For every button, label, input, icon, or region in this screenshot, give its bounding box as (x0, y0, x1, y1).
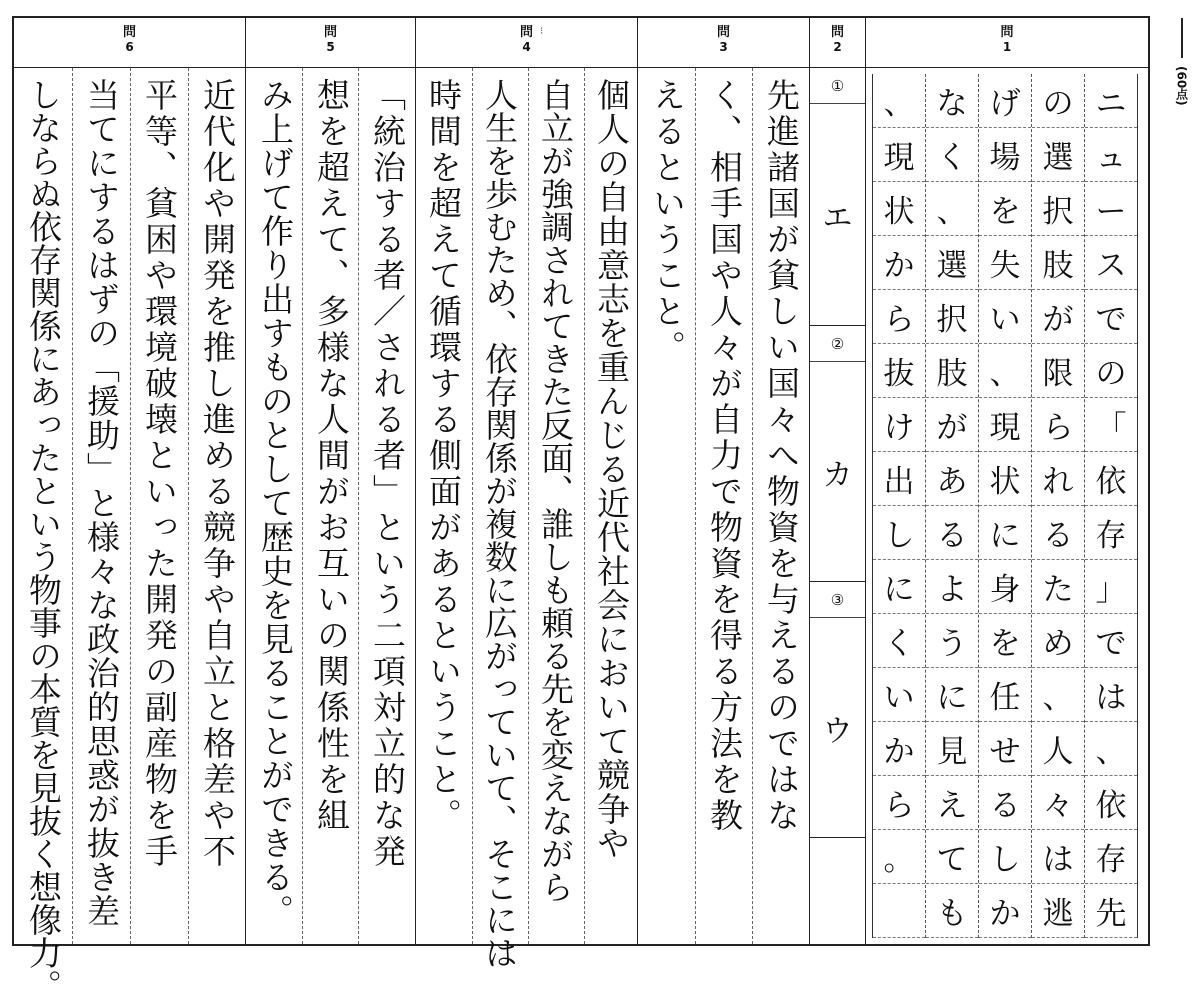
answer-sheet (12, 16, 1150, 1002)
ruled-line (528, 68, 529, 944)
ruled-line (472, 68, 473, 944)
answer-line-text: 当てにするはずの「援助」と様々な政治的思惑が抜き差 (82, 78, 121, 928)
grid-cell: め (1032, 614, 1084, 668)
grid-cell: 存 (1085, 830, 1137, 884)
grid-cell: 。 (873, 830, 925, 884)
question-4-answer (416, 68, 637, 969)
grid-cell: く (926, 128, 978, 182)
answer-line (759, 68, 803, 944)
grid-cell: は (1032, 830, 1084, 884)
grid-cell: 任 (979, 668, 1031, 722)
answer-line (21, 68, 65, 1002)
grid-cell: ス (1085, 236, 1137, 290)
header-mon: 問 (519, 25, 533, 40)
answer-line-text: しならぬ依存関係にあったという物事の本質を見抜く想像力。 (24, 78, 63, 1002)
grid-cell: 失 (979, 236, 1031, 290)
grid-cell: は (1085, 668, 1137, 722)
grid-cell: を (979, 614, 1031, 668)
answer-line (365, 68, 409, 944)
header-number: 6 (125, 40, 134, 54)
grid-cell: た (1032, 560, 1084, 614)
ruled-line (358, 68, 359, 944)
grid-cell: げ (979, 74, 1031, 128)
question-2-header (810, 18, 865, 68)
grid-cell: に (979, 506, 1031, 560)
question-4-section (416, 18, 638, 969)
grid-cell: ら (873, 776, 925, 830)
question-5-answer (246, 68, 415, 944)
answer-line (195, 68, 239, 944)
header-number: 3 (719, 40, 728, 54)
grid-cell: 見 (926, 722, 978, 776)
grid-cell: 、 (979, 344, 1031, 398)
grid-border (1137, 74, 1138, 938)
grid-cell: せ (979, 722, 1031, 776)
header-number: 1 (1002, 40, 1012, 54)
grid-cell: も (926, 884, 978, 938)
grid-cell: れ (1032, 452, 1084, 506)
grid-cell: 々 (1032, 776, 1084, 830)
grid-cell: 択 (926, 290, 978, 344)
answer-line-text: 時間を超えて循環する側面があるということ。 (424, 78, 463, 834)
answer-line (137, 68, 181, 944)
grid-column (925, 74, 978, 938)
header-mon: 問 (323, 25, 337, 40)
grid-cell: 場 (979, 128, 1031, 182)
grid-cell: に (873, 560, 925, 614)
ruled-line (130, 68, 131, 944)
grid-cell: 、 (1032, 668, 1084, 722)
answer-line (79, 68, 123, 944)
grid-cell: を (979, 182, 1031, 236)
grid-cell: 選 (926, 236, 978, 290)
grid-cell: 抜 (873, 344, 925, 398)
grid-cell: な (926, 74, 978, 128)
grid-cell: 現 (979, 398, 1031, 452)
header-mon: 問 (716, 25, 730, 40)
ruled-line (584, 68, 585, 944)
answer-line-text: 個人の自由意志を重んじる近代社会において競争や (592, 78, 631, 860)
grid-cell: ら (873, 290, 925, 344)
answer-line (477, 68, 521, 969)
grid-cell: 状 (873, 182, 925, 236)
grid-column (872, 74, 925, 938)
header-mon: 問 (830, 25, 844, 40)
answer-line-text: 人生を歩むため、依存関係が複数に広がっていて、そこには (480, 78, 519, 969)
ruled-line (695, 68, 696, 944)
grid-cell: 依 (1085, 776, 1137, 830)
grid-cell: 肢 (926, 344, 978, 398)
grid-cell: よ (926, 560, 978, 614)
grid-cell: が (926, 398, 978, 452)
grid-cell: し (873, 506, 925, 560)
header-mon: 問 (1000, 25, 1014, 40)
grid-cell: 依 (1085, 452, 1137, 506)
item-answer: ウ (822, 713, 853, 749)
grid-cell: 、 (926, 182, 978, 236)
grid-cell: で (1085, 614, 1137, 668)
answer-line-text: み上げて作り出すものとして歴史を見ることができる。 (256, 78, 295, 928)
grid-cell: 状 (979, 452, 1031, 506)
grid-cell: あ (926, 452, 978, 506)
question-1-section (866, 18, 1148, 944)
grid-cell: ュ (1085, 128, 1137, 182)
grid-cell: ら (1032, 398, 1084, 452)
question-6-section (14, 18, 246, 1002)
grid-cell: け (873, 398, 925, 452)
grid-cell: 先 (1085, 884, 1137, 938)
grid-cell: か (873, 722, 925, 776)
question-2-item-2 (810, 326, 865, 582)
ruled-line (188, 68, 189, 944)
question-2-section (810, 18, 866, 944)
answer-line-text: 近代化や開発を推し進める競争や自立と格差や不 (198, 78, 237, 870)
grid-cell: 逃 (1032, 884, 1084, 938)
header-number: 2 (833, 40, 842, 54)
question-6-answer (14, 68, 245, 1002)
grid-cell (873, 884, 925, 938)
grid-cell: で (1085, 290, 1137, 344)
grid-cell: る (979, 776, 1031, 830)
grid-cell: 、 (1085, 722, 1137, 776)
grid-cell: 「 (1085, 398, 1137, 452)
question-3-header (638, 18, 809, 68)
grid-cell: 身 (979, 560, 1031, 614)
answer-line-text: 先進諸国が貧しい国々へ物資を与えるのではな (762, 78, 801, 834)
answer-line (702, 68, 746, 944)
answer-line (533, 68, 577, 944)
grid-cell: 、 (873, 74, 925, 128)
question-3-section (638, 18, 810, 944)
grid-cell: が (1032, 290, 1084, 344)
answer-line (309, 68, 353, 944)
grid-column (1084, 74, 1137, 938)
answer-line-text: 自立が強調されてきた反面、誰しも頼る先を変えながら (536, 78, 575, 903)
answer-line (421, 68, 465, 944)
grid-cell: う (926, 614, 978, 668)
question-5-section (246, 18, 416, 944)
grid-cell: に (926, 668, 978, 722)
question-4-header (416, 18, 637, 68)
grid-cell: い (979, 290, 1031, 344)
question-6-header (14, 18, 245, 68)
question-3-answer (638, 68, 809, 944)
item-answer: カ (822, 457, 853, 493)
item-answer: エ (822, 200, 853, 236)
answer-line-text: 想を超えて、多様な人間がお互いの関係性を組 (312, 78, 351, 834)
grid-cell: く (873, 614, 925, 668)
grid-cell: 択 (1032, 182, 1084, 236)
grid-cell: い (873, 668, 925, 722)
ruled-line (72, 68, 73, 944)
question-5-header (246, 18, 415, 68)
total-points: (60点) (1174, 66, 1189, 106)
answer-line-text: えるということ。 (648, 78, 687, 366)
grid-cell: 」 (1085, 560, 1137, 614)
grid-cell: 選 (1032, 128, 1084, 182)
answer-line-text: 平等、貧困や環境破壊といった開発の副産物を手 (140, 78, 179, 870)
grid-cell: 存 (1085, 506, 1137, 560)
answer-line (253, 68, 297, 944)
question-1-header (866, 18, 1148, 68)
grid-cell: か (873, 236, 925, 290)
grid-cell: ー (1085, 182, 1137, 236)
grid-cell: し (979, 830, 1031, 884)
grid-cell: ニ (1085, 74, 1137, 128)
header-mark: ⁝ (540, 26, 544, 37)
score-label (1172, 18, 1192, 110)
item-number: ① (810, 68, 865, 104)
grid-column (978, 74, 1031, 938)
grid-cell: 人 (1032, 722, 1084, 776)
answer-line-text: 「統治する者／される者」という二項対立的な発 (368, 78, 407, 870)
item-number: ② (810, 326, 865, 362)
grid-cell: る (926, 506, 978, 560)
grid-cell: 現 (873, 128, 925, 182)
ruled-line (302, 68, 303, 944)
grid-cell: る (1032, 506, 1084, 560)
grid-column (1031, 74, 1084, 938)
question-2-item-3 (810, 582, 865, 838)
question-2-item-1 (810, 68, 865, 326)
ruled-line (752, 68, 753, 944)
grid-cell: て (926, 830, 978, 884)
grid-cell: え (926, 776, 978, 830)
question-1-genkou-grid (872, 74, 1138, 938)
item-number: ③ (810, 582, 865, 618)
answer-line (645, 68, 689, 944)
answer-line-text: く、相手国や人々が自力で物資を得る方法を教 (705, 78, 744, 834)
header-number: 5 (326, 40, 335, 54)
grid-cell: の (1085, 344, 1137, 398)
grid-cell: 肢 (1032, 236, 1084, 290)
grid-cell: 出 (873, 452, 925, 506)
grid-cell: か (979, 884, 1031, 938)
header-mon: 問 (122, 25, 136, 40)
grid-cell: の (1032, 74, 1084, 128)
answer-line (589, 68, 633, 944)
margin-dash (1181, 18, 1183, 58)
grid-cell: 限 (1032, 344, 1084, 398)
header-number: 4 (522, 40, 531, 54)
